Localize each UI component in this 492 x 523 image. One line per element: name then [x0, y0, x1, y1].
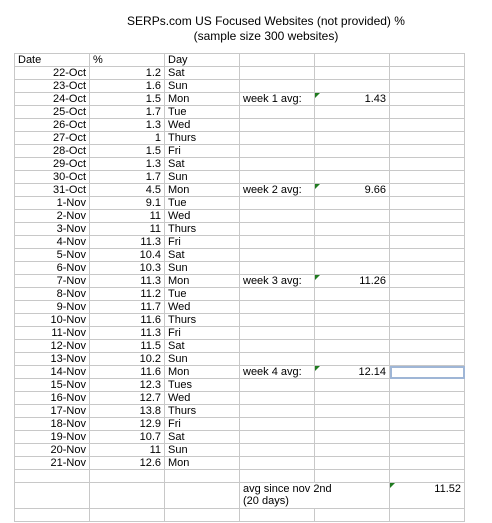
cell[interactable] — [240, 470, 315, 483]
table-row — [15, 171, 465, 184]
table-row — [15, 340, 465, 353]
table-row — [15, 457, 465, 470]
table-row — [15, 158, 465, 171]
percent-cell[interactable]: 10.2 — [90, 353, 165, 366]
cell[interactable] — [315, 509, 390, 522]
header-date[interactable]: Date — [15, 54, 90, 67]
cell[interactable] — [240, 288, 315, 301]
day-cell[interactable]: Tue — [165, 197, 240, 210]
day-cell[interactable]: Wed — [165, 210, 240, 223]
cell[interactable] — [240, 54, 315, 67]
title-line-1: SERPs.com US Focused Websites (not provided) % — [127, 14, 405, 28]
table-row — [15, 327, 465, 340]
cell[interactable] — [315, 392, 390, 405]
table-row — [15, 67, 465, 80]
percent-cell[interactable]: 1.6 — [90, 80, 165, 93]
table-row — [15, 509, 465, 522]
percent-cell[interactable]: 11 — [90, 223, 165, 236]
cell[interactable] — [240, 340, 315, 353]
table-row — [15, 210, 465, 223]
cell[interactable] — [315, 418, 390, 431]
cell[interactable] — [315, 80, 390, 93]
table-row — [15, 470, 465, 483]
table-row — [15, 288, 465, 301]
cell[interactable] — [390, 509, 465, 522]
percent-cell[interactable]: 11.3 — [90, 327, 165, 340]
cell[interactable] — [390, 54, 465, 67]
date-cell[interactable]: 14-Nov — [15, 366, 90, 379]
cell[interactable] — [390, 93, 465, 106]
week-avg-value-text: 12.14 — [358, 366, 386, 378]
date-cell[interactable]: 13-Nov — [15, 353, 90, 366]
percent-cell[interactable]: 1.7 — [90, 106, 165, 119]
date-cell[interactable]: 5-Nov — [15, 249, 90, 262]
day-cell[interactable]: Sat — [165, 249, 240, 262]
cell[interactable] — [390, 418, 465, 431]
table-row — [15, 184, 465, 197]
day-cell[interactable]: Tues — [165, 379, 240, 392]
cell[interactable] — [315, 457, 390, 470]
date-cell[interactable]: 8-Nov — [15, 288, 90, 301]
percent-cell[interactable]: 11.5 — [90, 340, 165, 353]
week-avg-label[interactable]: week 4 avg: — [240, 366, 315, 379]
cell[interactable] — [315, 340, 390, 353]
cell[interactable] — [390, 249, 465, 262]
day-cell[interactable]: Sat — [165, 340, 240, 353]
cell[interactable] — [390, 275, 465, 288]
cell[interactable] — [90, 509, 165, 522]
date-cell[interactable]: 25-Oct — [15, 106, 90, 119]
summary-label-cell[interactable] — [240, 483, 390, 509]
percent-cell[interactable]: 10.4 — [90, 249, 165, 262]
day-cell[interactable]: Wed — [165, 301, 240, 314]
day-cell[interactable]: Sun — [165, 171, 240, 184]
date-cell[interactable]: 28-Oct — [15, 145, 90, 158]
summary-value: 11.52 — [434, 483, 461, 495]
cell[interactable] — [390, 106, 465, 119]
day-cell[interactable]: Wed — [165, 119, 240, 132]
cell[interactable] — [315, 210, 390, 223]
week-avg-value[interactable] — [315, 275, 390, 288]
header-day[interactable]: Day — [165, 54, 240, 67]
cell[interactable] — [165, 470, 240, 483]
table-row — [15, 145, 465, 158]
cell[interactable] — [240, 379, 315, 392]
cell[interactable] — [240, 236, 315, 249]
percent-cell[interactable]: 1.3 — [90, 158, 165, 171]
table-row — [15, 106, 465, 119]
cell[interactable] — [390, 444, 465, 457]
cell[interactable] — [390, 132, 465, 145]
date-cell[interactable]: 17-Nov — [15, 405, 90, 418]
date-cell[interactable]: 27-Oct — [15, 132, 90, 145]
percent-cell[interactable]: 13.8 — [90, 405, 165, 418]
day-cell[interactable]: Mon — [165, 457, 240, 470]
week-avg-value-text: 9.66 — [364, 184, 386, 196]
date-cell[interactable]: 7-Nov — [15, 275, 90, 288]
cell[interactable] — [390, 392, 465, 405]
table-row — [15, 431, 465, 444]
table-row — [15, 262, 465, 275]
cell[interactable] — [315, 470, 390, 483]
cell[interactable] — [390, 457, 465, 470]
cell[interactable] — [390, 379, 465, 392]
date-cell[interactable]: 3-Nov — [15, 223, 90, 236]
header-pct[interactable]: % — [90, 54, 165, 67]
cell[interactable] — [390, 197, 465, 210]
percent-cell[interactable]: 1.5 — [90, 93, 165, 106]
percent-cell[interactable]: 1.7 — [90, 171, 165, 184]
percent-cell[interactable]: 1.5 — [90, 145, 165, 158]
percent-cell[interactable]: 11.6 — [90, 366, 165, 379]
date-cell[interactable]: 1-Nov — [15, 197, 90, 210]
cell[interactable] — [390, 210, 465, 223]
cell[interactable] — [240, 418, 315, 431]
day-cell[interactable]: Sat — [165, 431, 240, 444]
cell[interactable] — [240, 509, 315, 522]
percent-cell[interactable]: 9.1 — [90, 197, 165, 210]
date-cell[interactable]: 2-Nov — [15, 210, 90, 223]
day-cell[interactable]: Sun — [165, 353, 240, 366]
day-cell[interactable]: Thurs — [165, 223, 240, 236]
day-cell[interactable]: Mon — [165, 93, 240, 106]
date-cell[interactable]: 4-Nov — [15, 236, 90, 249]
cell[interactable] — [390, 158, 465, 171]
table-row — [15, 353, 465, 366]
week-avg-label[interactable]: week 2 avg: — [240, 184, 315, 197]
date-cell[interactable]: 9-Nov — [15, 301, 90, 314]
cell[interactable] — [390, 80, 465, 93]
comment-marker-icon — [315, 184, 320, 189]
percent-cell[interactable]: 11.3 — [90, 275, 165, 288]
cell[interactable] — [390, 119, 465, 132]
table-row — [15, 80, 465, 93]
cell[interactable] — [390, 470, 465, 483]
cell[interactable] — [390, 340, 465, 353]
cell[interactable] — [315, 288, 390, 301]
cell[interactable] — [315, 249, 390, 262]
day-cell[interactable]: Mon — [165, 275, 240, 288]
percent-cell[interactable]: 1 — [90, 132, 165, 145]
cell[interactable] — [315, 353, 390, 366]
cell[interactable] — [390, 327, 465, 340]
cell[interactable] — [390, 236, 465, 249]
cell[interactable] — [90, 483, 165, 509]
date-cell[interactable]: 22-Oct — [15, 67, 90, 80]
comment-marker-icon — [315, 93, 320, 98]
cell[interactable] — [315, 405, 390, 418]
week-avg-value-text: 11.26 — [359, 275, 386, 287]
selected-cell[interactable] — [390, 366, 465, 379]
cell[interactable] — [15, 509, 90, 522]
table-row — [15, 197, 465, 210]
date-cell[interactable]: 26-Oct — [15, 119, 90, 132]
summary-sublabel: (20 days) — [243, 495, 289, 507]
table-row — [15, 314, 465, 327]
cell[interactable] — [240, 457, 315, 470]
comment-marker-icon — [390, 483, 395, 488]
cell[interactable] — [390, 405, 465, 418]
cell[interactable] — [315, 444, 390, 457]
cell[interactable] — [315, 262, 390, 275]
cell[interactable] — [390, 262, 465, 275]
table-row — [15, 275, 465, 288]
day-cell[interactable]: Fri — [165, 145, 240, 158]
day-cell[interactable]: Tue — [165, 288, 240, 301]
table-row — [15, 93, 465, 106]
table-row — [15, 444, 465, 457]
comment-marker-icon — [315, 275, 320, 280]
day-cell[interactable]: Fri — [165, 236, 240, 249]
day-cell[interactable]: Sat — [165, 158, 240, 171]
date-cell[interactable]: 19-Nov — [15, 431, 90, 444]
cell[interactable] — [240, 171, 315, 184]
date-cell[interactable]: 31-Oct — [15, 184, 90, 197]
cell[interactable] — [90, 470, 165, 483]
percent-cell[interactable]: 1.2 — [90, 67, 165, 80]
day-cell[interactable]: Sun — [165, 444, 240, 457]
cell[interactable] — [240, 223, 315, 236]
percent-cell[interactable]: 1.3 — [90, 119, 165, 132]
cell[interactable] — [390, 353, 465, 366]
week-avg-value[interactable] — [315, 184, 390, 197]
date-cell[interactable]: 23-Oct — [15, 80, 90, 93]
table-row — [15, 379, 465, 392]
cell[interactable] — [315, 67, 390, 80]
cell[interactable] — [240, 444, 315, 457]
date-cell[interactable]: 11-Nov — [15, 327, 90, 340]
cell[interactable] — [390, 145, 465, 158]
day-cell[interactable]: Fri — [165, 418, 240, 431]
percent-cell[interactable]: 12.6 — [90, 457, 165, 470]
title-line-2: (sample size 300 websites) — [193, 29, 339, 43]
date-cell[interactable]: 15-Nov — [15, 379, 90, 392]
week-avg-value-text: 1.43 — [364, 93, 386, 105]
cell[interactable] — [315, 327, 390, 340]
cell[interactable] — [240, 405, 315, 418]
cell[interactable] — [240, 249, 315, 262]
cell[interactable] — [315, 119, 390, 132]
cell[interactable] — [315, 223, 390, 236]
cell[interactable] — [240, 392, 315, 405]
percent-cell[interactable]: 11.3 — [90, 236, 165, 249]
cell[interactable] — [390, 301, 465, 314]
cell[interactable] — [15, 470, 90, 483]
day-cell[interactable]: Mon — [165, 366, 240, 379]
cell[interactable] — [240, 106, 315, 119]
percent-cell[interactable]: 12.7 — [90, 392, 165, 405]
cell[interactable] — [315, 158, 390, 171]
cell[interactable] — [240, 119, 315, 132]
cell[interactable] — [240, 314, 315, 327]
cell[interactable] — [315, 171, 390, 184]
cell[interactable] — [240, 210, 315, 223]
summary-value-cell[interactable] — [390, 483, 465, 509]
cell[interactable] — [390, 67, 465, 80]
cell[interactable] — [315, 431, 390, 444]
date-cell[interactable]: 6-Nov — [15, 262, 90, 275]
table-row — [15, 249, 465, 262]
percent-cell[interactable]: 10.3 — [90, 262, 165, 275]
cell[interactable] — [240, 67, 315, 80]
cell[interactable] — [240, 197, 315, 210]
date-cell[interactable]: 29-Oct — [15, 158, 90, 171]
cell[interactable] — [315, 197, 390, 210]
date-cell[interactable]: 18-Nov — [15, 418, 90, 431]
cell[interactable] — [390, 171, 465, 184]
day-cell[interactable]: Sun — [165, 262, 240, 275]
table-row — [15, 132, 465, 145]
cell[interactable] — [240, 145, 315, 158]
cell[interactable] — [240, 327, 315, 340]
table-row — [15, 301, 465, 314]
date-cell[interactable]: 12-Nov — [15, 340, 90, 353]
cell[interactable] — [165, 509, 240, 522]
percent-cell[interactable]: 10.7 — [90, 431, 165, 444]
cell[interactable] — [390, 314, 465, 327]
percent-cell[interactable]: 11 — [90, 444, 165, 457]
day-cell[interactable]: Sun — [165, 80, 240, 93]
day-cell[interactable]: Thurs — [165, 132, 240, 145]
summary-label: avg since nov 2nd — [243, 483, 332, 495]
percent-cell[interactable]: 11.7 — [90, 301, 165, 314]
cell[interactable] — [315, 236, 390, 249]
cell[interactable] — [315, 314, 390, 327]
cell[interactable] — [315, 379, 390, 392]
cell[interactable] — [315, 132, 390, 145]
week-avg-label[interactable]: week 1 avg: — [240, 93, 315, 106]
table-row — [15, 405, 465, 418]
cell[interactable] — [315, 145, 390, 158]
date-cell[interactable]: 16-Nov — [15, 392, 90, 405]
cell[interactable] — [240, 301, 315, 314]
table-row — [15, 236, 465, 249]
week-avg-label[interactable]: week 3 avg: — [240, 275, 315, 288]
cell[interactable] — [15, 483, 90, 509]
cell[interactable] — [390, 184, 465, 197]
table-row — [15, 119, 465, 132]
table-row — [15, 366, 465, 379]
table-row — [15, 223, 465, 236]
week-avg-value[interactable] — [315, 93, 390, 106]
cell[interactable] — [240, 431, 315, 444]
sheet-title — [0, 14, 492, 44]
table-row — [15, 392, 465, 405]
percent-cell[interactable]: 11.6 — [90, 314, 165, 327]
cell[interactable] — [315, 54, 390, 67]
summary-row — [15, 483, 465, 509]
day-cell[interactable]: Tue — [165, 106, 240, 119]
cell[interactable] — [240, 158, 315, 171]
cell[interactable] — [240, 80, 315, 93]
percent-cell[interactable]: 12.9 — [90, 418, 165, 431]
day-cell[interactable]: Sat — [165, 67, 240, 80]
cell[interactable] — [315, 301, 390, 314]
table-row — [15, 418, 465, 431]
date-cell[interactable]: 20-Nov — [15, 444, 90, 457]
cell[interactable] — [165, 483, 240, 509]
spreadsheet-grid — [14, 53, 465, 522]
day-cell[interactable]: Fri — [165, 327, 240, 340]
cell[interactable] — [315, 106, 390, 119]
percent-cell[interactable]: 4.5 — [90, 184, 165, 197]
date-cell[interactable]: 24-Oct — [15, 93, 90, 106]
cell[interactable] — [240, 353, 315, 366]
date-cell[interactable]: 10-Nov — [15, 314, 90, 327]
cell[interactable] — [390, 431, 465, 444]
date-cell[interactable]: 30-Oct — [15, 171, 90, 184]
day-cell[interactable]: Wed — [165, 392, 240, 405]
percent-cell[interactable]: 11.2 — [90, 288, 165, 301]
day-cell[interactable]: Thurs — [165, 405, 240, 418]
cell[interactable] — [390, 288, 465, 301]
percent-cell[interactable]: 11 — [90, 210, 165, 223]
cell[interactable] — [240, 132, 315, 145]
cell[interactable] — [390, 223, 465, 236]
comment-marker-icon — [315, 366, 320, 371]
day-cell[interactable]: Thurs — [165, 314, 240, 327]
percent-cell[interactable]: 12.3 — [90, 379, 165, 392]
date-cell[interactable]: 21-Nov — [15, 457, 90, 470]
cell[interactable] — [240, 262, 315, 275]
header-row — [15, 54, 465, 67]
day-cell[interactable]: Mon — [165, 184, 240, 197]
week-avg-value[interactable] — [315, 366, 390, 379]
